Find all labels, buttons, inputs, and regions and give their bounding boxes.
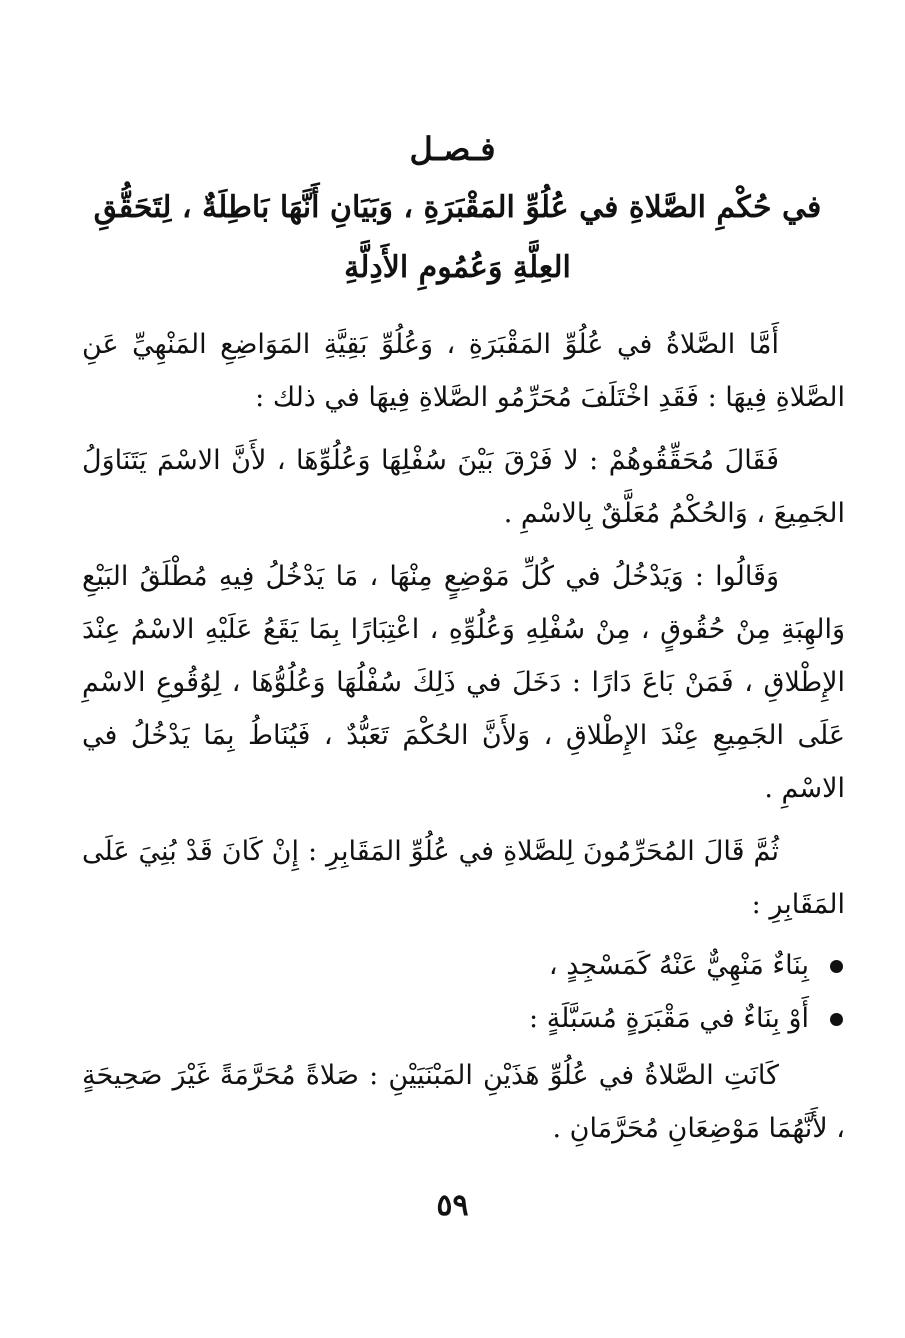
bullet-dot-icon <box>830 1013 843 1026</box>
section-subtitle: في حُكْمِ الصَّلاةِ في عُلُوِّ المَقْبَرَةِ ، وَبَيَانِ أَنَّهَا بَاطِلَةٌ ، لِتَحَقُّقِ العِلَّةِ وَعُمُومِ الأَدِلَّةِ <box>93 190 822 285</box>
body-text <box>82 318 845 1155</box>
paragraph-reasoning: وَقَالُوا : وَيَدْخُلُ في كُلِّ مَوْضِعٍ مِنْهَا ، مَا يَدْخُلُ فِيهِ مُطْلَقُ البَيْعِ وَالهِبَةِ مِنْ حُقُوقٍ ، مِنْ سُفْلِهِ وَعُلُوِّهِ ، اعْتِبَارًا بِمَا يَقَعُ عَلَيْهِ الاسْمُ عِنْدَ الإِطْلاقِ ، فَمَنْ بَاعَ دَارًا : دَخَلَ في ذَلِكَ سُفْلُهَا وَعُلُوُّهَا ، لِوُقُوعِ الاسْمِ عَلَى الجَمِيعِ عِنْدَ الإِطْلاقِ ، وَلأَنَّ الحُكْمَ تَعَبُّدٌ ، فَيُنَاطُ بِمَا يَدْخُلُ في الاسْمِ . <box>82 561 845 804</box>
paragraph-opinion: فَقَالَ مُحَقِّقُوهُمْ : لا فَرْقَ بَيْنَ سُفْلِهَا وَعُلُوِّهَا ، لأَنَّ الاسْمَ يَتَنَاوَلُ الجَمِيعَ ، وَالحُكْمُ مُعَلَّقٌ بِالاسْمِ . <box>82 445 845 529</box>
bullet-dot-icon <box>830 960 843 973</box>
paragraph-conclusion: كَانَتِ الصَّلاةُ في عُلُوِّ هَذَيْنِ المَبْنَيَيْنِ : صَلاةً مُحَرَّمَةً غَيْرَ صَحِيحَةٍ ، لأَنَّهُمَا مَوْضِعَانِ مُحَرَّمَانِ . <box>82 1060 845 1144</box>
list-item <box>82 992 845 1045</box>
bullet-text: أَوْ بِنَاءٌ في مَقْبَرَةٍ مُسَبَّلَةٍ : <box>529 1003 809 1034</box>
bullet-text: بِنَاءٌ مَنْهِيٌّ عَنْهُ كَمَسْجِدٍ ، <box>548 950 809 981</box>
list-item <box>82 939 845 992</box>
paragraph-intro: أَمَّا الصَّلاةُ في عُلُوِّ المَقْبَرَةِ ، وَعُلُوِّ بَقِيَّةِ المَوَاضِعِ المَنْهِيِّ عَنِ الصَّلاةِ فِيهَا : فَقَدِ اخْتَلَفَ مُحَرِّمُو الصَّلاةِ فِيهَا في ذلك : <box>82 329 845 413</box>
section-heading: فـصـل <box>409 130 496 168</box>
paragraph-condition: ثُمَّ قَالَ المُحَرِّمُونَ لِلصَّلاةِ في عُلُوِّ المَقَابِرِ : إِنْ كَانَ قَدْ بُنِيَ عَلَى المَقَابِرِ : <box>82 836 845 920</box>
page-number: ٥٩ <box>436 1188 469 1223</box>
bullet-list <box>82 939 845 1045</box>
